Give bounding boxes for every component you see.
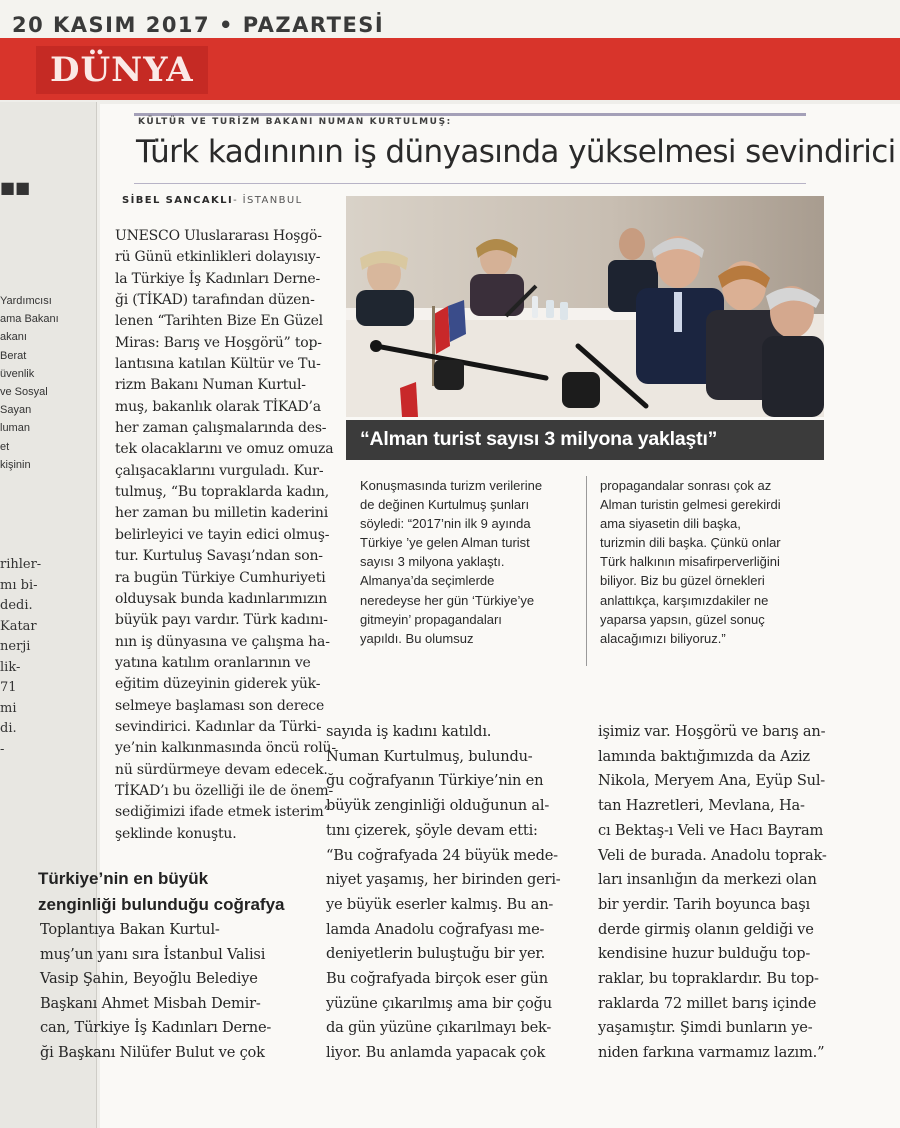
text-line: ye’nin kalkınmasında öncü rolü-	[115, 740, 336, 757]
text-line: ama siyasetin dili başka,	[600, 516, 741, 532]
text-line: muş, bakanlık olarak TİKAD’a	[115, 398, 321, 415]
text-line: ve Sosyal	[0, 386, 48, 399]
text-line: neredeyse her gün ‘Türkiye’ye	[360, 592, 535, 608]
text-line: büyük zenginliği olduğunun al-	[326, 797, 550, 815]
text-line: muş’un yanı sıra İstanbul Valisi	[40, 945, 266, 963]
text-line: mi	[0, 700, 17, 716]
text-line: derde girmiş olanın geldiği ve	[598, 920, 814, 938]
text-line: cı Bektaş-ı Veli ve Hacı Bayram	[598, 821, 824, 839]
text-line: tek olacaklarını ve omuz omuza	[115, 441, 334, 458]
text-line: kendisine huzur bulduğu top-	[598, 945, 811, 963]
pull-quote-divider	[586, 476, 587, 666]
text-line: bir yerdir. Tarih boyunca başı	[598, 895, 811, 913]
text-line: liyor. Bu anlamda yapacak çok	[326, 1044, 546, 1062]
text-line: mı bi-	[0, 577, 38, 593]
text-line: Nikola, Meryem Ana, Eyüp Sul-	[598, 772, 826, 790]
meeting-photo-illustration	[346, 196, 824, 417]
text-line: di.	[0, 721, 17, 736]
text-line: zenginliği bulunduğu coğrafya	[38, 895, 285, 914]
text-line: sediğimizi ifade etmek isterim”	[115, 804, 331, 821]
text-line: alacağımızı biliyoruz.”	[600, 630, 726, 646]
text-line: Miras: Barış ve Hoşgörü” top-	[115, 334, 322, 351]
text-line: Yardımcısı	[0, 295, 52, 307]
headline-rule	[134, 183, 806, 184]
article-subheading	[38, 866, 285, 918]
text-line: Alman turistin gelmesi gerekirdi	[600, 497, 781, 513]
text-line: turizmin dili başka. Çünkü onlar	[600, 535, 781, 551]
text-line: nü sürdürmeye devam edecek.	[115, 761, 328, 778]
text-line: de değinen Kurtulmuş şunları	[360, 497, 530, 513]
text-line: ği Başkanı Nilüfer Bulut ve çok	[40, 1043, 265, 1061]
text-line: ğu coğrafyanın Türkiye’nin en	[326, 772, 544, 790]
text-line: lamında baktığımızda da Aziz	[598, 747, 810, 765]
text-line: tulmuş, “Bu topraklarda kadın,	[115, 484, 329, 501]
text-line: Vasip Şahin, Beyoğlu Belediye	[40, 970, 258, 987]
text-line: nerji	[0, 639, 31, 654]
article-body-column-1	[115, 226, 336, 845]
text-line: ye büyük eserler kalmış. Bu an-	[326, 895, 554, 913]
text-line: niyet yaşamış, her birinden geri-	[326, 871, 561, 889]
pull-quote-column-1	[360, 476, 542, 648]
text-line: Başkanı Ahmet Misbah Demir-	[40, 994, 261, 1012]
text-line: yüzüne çıkarılmış ama bir çoğu	[326, 994, 552, 1012]
adjacent-page-text-2	[0, 555, 41, 760]
text-line: “Bu coğrafyada 24 büyük mede-	[326, 846, 558, 864]
article-byline	[122, 195, 303, 206]
text-line: tını çizerek, şöyle devam etti:	[326, 821, 538, 839]
text-line: işimiz var. Hoşgörü ve barış an-	[598, 723, 826, 740]
text-line: Sayan	[0, 404, 32, 417]
text-line: anlattıkça, karşımızdakiler ne	[600, 592, 769, 608]
meeting-photo	[346, 196, 824, 417]
article-kicker: KÜLTÜR VE TURİZM BAKANI NUMAN KURTULMUŞ:	[138, 117, 452, 127]
text-line: propagandalar sonrası çok az	[600, 478, 772, 493]
adjacent-page-text	[0, 292, 59, 474]
text-line: sayıda iş kadını katıldı.	[326, 723, 492, 740]
text-line: rihler-	[0, 557, 42, 572]
text-line: UNESCO Uluslararası Hoşgö-	[115, 228, 322, 244]
text-line: can, Türkiye İş Kadınları Derne-	[40, 1019, 272, 1036]
text-line: büyük payı vardır. Türk kadını-	[115, 612, 328, 629]
text-line: TİKAD’ı bu özelliği ile de önem-	[115, 782, 334, 799]
text-line: olduysak bunda kadınlarımızın	[115, 590, 328, 607]
text-line: Bu coğrafyada birçok eser gün	[326, 970, 548, 988]
text-line: yapıldı. Bu olumsuz	[360, 630, 474, 646]
text-line: ları insanlığın da merkezi olan	[598, 871, 817, 889]
text-line: yaparsa yapsın, güzel sonuç	[600, 611, 765, 627]
text-line: ama Bakanı	[0, 313, 59, 326]
text-line: sevindirici. Kadınlar da Türki-	[115, 718, 322, 735]
text-line: Türk halkının misafirperverliğini	[600, 554, 780, 570]
text-line: söyledi: “2017’nin ilk 9 ayında	[360, 516, 531, 532]
text-line: Almanya’da seçimlerde	[360, 573, 495, 589]
text-line: Türkiye ’ye gelen Alman turist	[360, 535, 530, 551]
text-line: tan Hazretleri, Mevlana, Ha-	[598, 797, 805, 815]
text-line: selmeye başlaması son derece	[115, 697, 325, 714]
text-line: her zaman çalışmalarında des-	[115, 420, 327, 437]
text-line: da gün yüzüne çıkarılmayı bek-	[326, 1019, 552, 1037]
text-line: lik-	[0, 659, 21, 675]
text-line: 71	[0, 680, 17, 695]
text-line: rü Günü etkinlikleri dolayısıy-	[115, 249, 321, 266]
text-line: ği (TİKAD) tarafından düzen-	[115, 292, 315, 309]
text-line: yatına katılım oranlarının ve	[115, 654, 311, 671]
article-body-column-3	[598, 720, 827, 1066]
text-line: Toplantıya Bakan Kurtul-	[40, 921, 220, 938]
kicker-rule	[134, 113, 806, 116]
text-line: üvenlik	[0, 367, 35, 380]
text-line: luman	[0, 422, 30, 435]
text-line: her zaman bu milletin kaderini	[115, 505, 328, 522]
text-line: sayısı 3 milyona yaklaştı.	[360, 554, 505, 570]
byline-city: - İSTANBUL	[233, 195, 303, 206]
article-body-column-2	[326, 720, 561, 1066]
text-line: eğitim düzeyinin giderek yük-	[115, 676, 321, 693]
text-line: nın iş dünyasına ve çalışma ha-	[115, 633, 330, 650]
text-line: raklarda 72 millet barış içinde	[598, 994, 817, 1012]
text-line: et	[0, 440, 10, 453]
text-line: Numan Kurtulmuş, bulundu-	[326, 747, 533, 765]
byline-name: SİBEL SANCAKLI	[122, 195, 234, 206]
text-line: şeklinde konuştu.	[115, 825, 237, 842]
pull-quote-column-2	[600, 476, 781, 648]
text-line: yaşamıştır. Şimdi bunların ye-	[598, 1019, 813, 1037]
pull-quote-title: “Alman turist sayısı 3 milyona yaklaştı”	[360, 428, 718, 450]
text-line: -	[0, 741, 5, 757]
text-line: Katar	[0, 618, 37, 634]
text-line: deniyetlerin buluştuğu bir yer.	[326, 945, 546, 963]
text-line: tur. Kurtuluş Savaşı’ndan son-	[115, 548, 323, 565]
text-line: Türkiye’nin en büyük	[38, 869, 209, 888]
text-line: biliyor. Biz bu güzel örnekleri	[600, 573, 765, 589]
text-line: belirleyici ve tayin edici olmuş-	[115, 526, 330, 543]
text-line: gitmeyin’ propagandaları	[360, 611, 502, 627]
issue-date: 20 KASIM 2017 • PAZARTESİ	[12, 13, 385, 37]
text-line: Berat	[0, 349, 27, 362]
text-line: niden farkına varmamız lazım.”	[598, 1044, 825, 1062]
text-line: Veli de burada. Anadolu toprak-	[598, 846, 827, 864]
article-body-column-1-continued	[40, 918, 271, 1065]
text-line: la Türkiye İş Kadınları Derne-	[115, 270, 321, 287]
text-line: dedi.	[0, 598, 33, 613]
text-line: rizm Bakanı Numan Kurtul-	[115, 377, 306, 394]
article-headline: Türk kadınının iş dünyasında yükselmesi sevindirici	[136, 134, 896, 170]
text-line: raklar, bu topraklardır. Bu top-	[598, 970, 819, 988]
section-title: DÜNYA	[50, 50, 194, 90]
text-line: lantısına katılan Kültür ve Tu-	[115, 356, 321, 373]
adjacent-page-marks: ■■	[0, 178, 31, 197]
text-line: ra bugün Türkiye Cumhuriyeti	[115, 569, 326, 586]
text-line: kişinin	[0, 458, 31, 471]
text-line: çalışacaklarını vurguladı. Kur-	[115, 462, 324, 479]
text-line: Konuşmasında turizm verilerine	[360, 478, 543, 493]
text-line: lenen “Tarihten Bize En Güzel	[115, 313, 323, 330]
text-line: akanı	[0, 331, 27, 344]
text-line: lamda Anadolu coğrafyası me-	[326, 920, 545, 938]
